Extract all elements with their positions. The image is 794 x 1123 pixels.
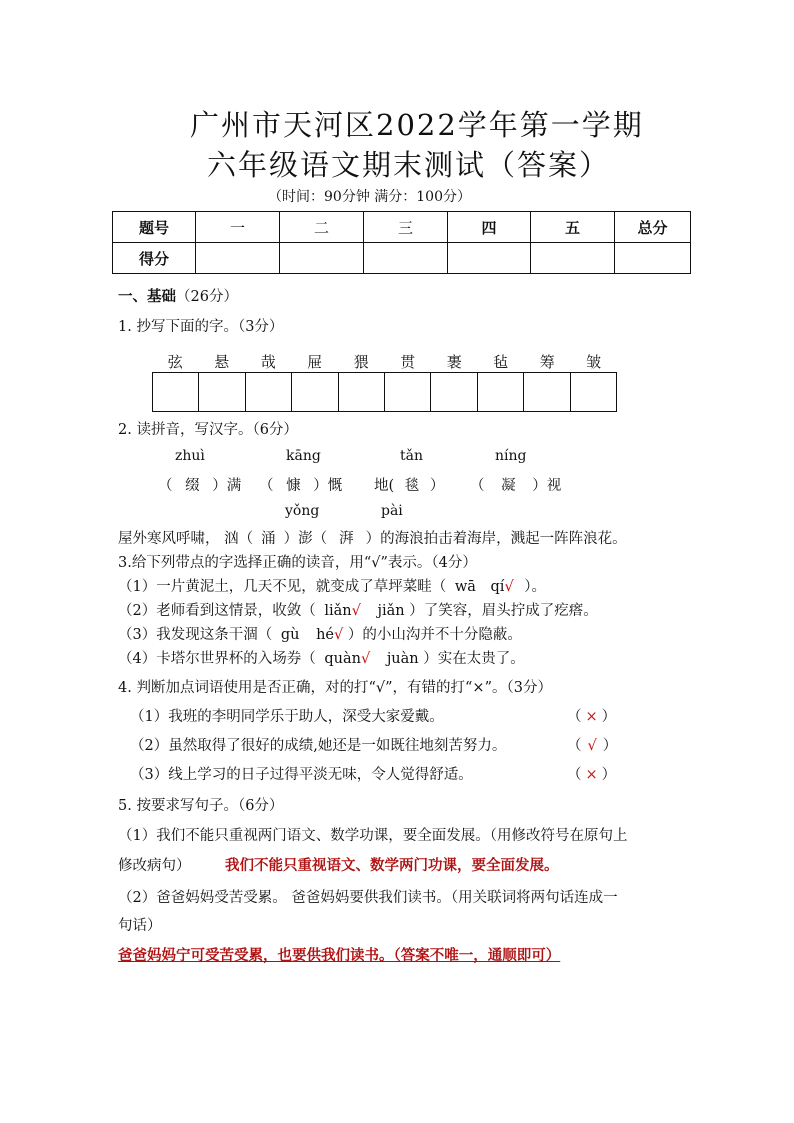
- q2-word-1: [158, 474, 241, 495]
- sentence-text: 屋外寒风呼啸， 汹（: [118, 531, 254, 547]
- item-text: （3）我发现这条干涸（: [118, 627, 273, 643]
- table-row: [113, 212, 691, 243]
- item-text: （4）卡塔尔世界杯的入场券（: [118, 651, 316, 667]
- q3-item-2: [118, 599, 598, 620]
- pinyin: kāng: [286, 448, 321, 464]
- answer-char: 涌: [261, 531, 276, 547]
- table-cell: 三: [364, 212, 448, 243]
- pinyin-option: qí: [490, 579, 505, 595]
- q3-item-4: [118, 647, 525, 668]
- item-text: ）。: [524, 579, 547, 595]
- check-mark-icon: √: [360, 651, 371, 667]
- word-suffix: ）慨: [313, 478, 343, 494]
- q5-item-1-text-cont: 修改病句）: [118, 858, 191, 874]
- item-text: ）的小山沟并不十分隐蔽。: [347, 627, 522, 643]
- writing-box[interactable]: [571, 373, 616, 411]
- table-cell: 一: [196, 212, 280, 243]
- q4-prompt: 4. 判断加点词语使用是否正确，对的打“√”，有错的打“×”。（3分）: [118, 680, 552, 696]
- copy-char: 筹: [539, 353, 555, 371]
- writing-box[interactable]: [478, 373, 524, 411]
- paren: （: [470, 478, 485, 494]
- copy-char: 裹: [446, 353, 462, 371]
- word-prefix: 地(: [374, 478, 395, 494]
- item-text: ）了笑容，眉头拧成了疙瘩。: [409, 603, 598, 619]
- paren: （: [567, 767, 582, 783]
- paren: ）: [602, 738, 618, 754]
- answer-char: 慷: [286, 478, 301, 494]
- item-text: （1）一片黄泥土，几天不见，就变成了草坪菜畦（: [118, 579, 447, 595]
- exam-info: （时间：90分钟 满分：100分）: [268, 189, 471, 205]
- q5-prompt: 5. 按要求写句子。（6分）: [118, 798, 284, 814]
- score-cell[interactable]: [615, 243, 691, 274]
- q4-answer-3: [567, 763, 616, 784]
- copy-char: 弦: [167, 353, 183, 371]
- q3-prompt: 3.给下列带点的字选择正确的读音，用“√”表示。（4分）: [118, 555, 477, 571]
- table-cell: 总分: [615, 212, 691, 243]
- q4-item-2: （2）虽然取得了很好的成绩,她还是一如既往地刻苦努力。: [130, 738, 507, 754]
- table-cell: 得分: [113, 243, 196, 274]
- writing-box[interactable]: [339, 373, 385, 411]
- item-text: （2）老师看到这情景，收敛（: [118, 603, 316, 619]
- answer-char: 凝: [501, 478, 516, 494]
- score-table: [112, 211, 691, 274]
- writing-box[interactable]: [524, 373, 570, 411]
- answer-char: 湃: [339, 531, 354, 547]
- pinyin: níng: [495, 448, 527, 464]
- writing-box[interactable]: [431, 373, 477, 411]
- sentence-text: ）澎（: [283, 531, 328, 547]
- writing-grid: [152, 372, 617, 412]
- check-mark-icon: √: [334, 627, 344, 643]
- pinyin: tǎn: [400, 448, 423, 464]
- paren: ）: [601, 709, 617, 725]
- score-cell[interactable]: [196, 243, 280, 274]
- paren: ）: [429, 478, 445, 494]
- q4-answer-2: [567, 734, 617, 755]
- q5-item-2-text-cont: 句话）: [118, 918, 162, 934]
- q1-prompt: 1. 抄写下面的字。（3分）: [118, 319, 284, 335]
- page-title: 广州市天河区2022学年第一学期: [190, 108, 644, 142]
- score-cell[interactable]: [448, 243, 531, 274]
- pinyin: pài: [381, 503, 403, 519]
- copy-char: 贯: [400, 353, 416, 371]
- writing-box[interactable]: [153, 373, 199, 411]
- writing-box[interactable]: [199, 373, 245, 411]
- writing-box[interactable]: [385, 373, 431, 411]
- check-mark-icon: √: [504, 579, 514, 595]
- check-mark-icon: √: [351, 603, 361, 619]
- q4-answer-1: [567, 705, 616, 726]
- q2-word-2: [259, 474, 342, 495]
- copy-char: 悬: [214, 353, 230, 371]
- pinyin-option: jiǎn: [377, 603, 405, 619]
- page-subtitle: 六年级语文期末测试（答案）: [207, 148, 611, 182]
- sentence-text: ）的海浪拍击着海岸，溅起一阵阵浪花。: [365, 531, 627, 547]
- q4-item-3: （3）线上学习的日子过得平淡无味，令人觉得舒适。: [130, 767, 473, 783]
- pinyin: zhuì: [175, 448, 205, 464]
- writing-box[interactable]: [246, 373, 292, 411]
- score-cell[interactable]: [364, 243, 448, 274]
- q4-item-1: （1）我班的李明同学乐于助人，深受大家爱戴。: [130, 709, 444, 725]
- check-mark-icon: √: [587, 738, 597, 754]
- score-cell[interactable]: [531, 243, 615, 274]
- score-cell[interactable]: [280, 243, 364, 274]
- table-cell: 五: [531, 212, 615, 243]
- q5-item-2-text: （2）爸爸妈妈受苦受累。 爸爸妈妈要供我们读书。（用关联词将两句话连成一: [118, 890, 618, 906]
- item-text: ）实在太贵了。: [423, 651, 525, 667]
- copy-char: 屉: [307, 353, 323, 371]
- copy-char: 哉: [260, 353, 276, 371]
- paren: （: [158, 478, 173, 494]
- answer-char: 缀: [185, 478, 200, 494]
- section-heading: [118, 285, 238, 306]
- pinyin-option: gù: [280, 627, 300, 643]
- pinyin-option: liǎn: [324, 603, 352, 619]
- q2-word-3: [374, 474, 444, 495]
- paren: ）: [601, 767, 617, 783]
- copy-char: 皱: [586, 353, 602, 371]
- cross-mark-icon: ×: [585, 709, 598, 725]
- answer-char: 毯: [404, 478, 420, 494]
- table-cell: 四: [448, 212, 531, 243]
- word-suffix: ）视: [532, 478, 562, 494]
- table-cell: 二: [280, 212, 364, 243]
- copy-char: 猥: [353, 353, 369, 371]
- q2-prompt: 2. 读拼音，写汉字。（6分）: [118, 422, 298, 438]
- copy-char: 毡: [493, 353, 509, 371]
- section-title: 一、基础: [118, 288, 176, 305]
- section-points: （26分）: [176, 289, 238, 305]
- q2-sentence: [118, 527, 627, 548]
- paren: （: [259, 478, 274, 494]
- q2-word-4: [470, 474, 561, 495]
- paren: （: [567, 709, 582, 725]
- pinyin-option: quàn: [324, 651, 361, 667]
- q5-answer-1: 我们不能只重视语文、数学两门功课，要全面发展。: [225, 857, 559, 874]
- cross-mark-icon: ×: [585, 767, 598, 783]
- table-row: [113, 243, 691, 274]
- pinyin-option: hé: [316, 627, 334, 643]
- q1-characters: [152, 351, 617, 372]
- q5-answer-2: 爸爸妈妈宁可受苦受累，也要供我们读书。（答案不唯一，通顺即可）: [118, 947, 561, 964]
- q3-item-1: [118, 575, 546, 596]
- table-cell: 题号: [113, 212, 196, 243]
- pinyin: yǒng: [285, 503, 320, 519]
- pinyin-option: wā: [454, 579, 476, 595]
- q3-item-3: [118, 623, 522, 644]
- q5-item-1-text: （1）我们不能只重视两门语文、数学功课，要全面发展。（用修改符号在原句上: [118, 828, 628, 844]
- word-suffix: ）满: [212, 478, 242, 494]
- pinyin-option: juàn: [386, 651, 419, 667]
- writing-box[interactable]: [292, 373, 338, 411]
- paren: （: [567, 738, 582, 754]
